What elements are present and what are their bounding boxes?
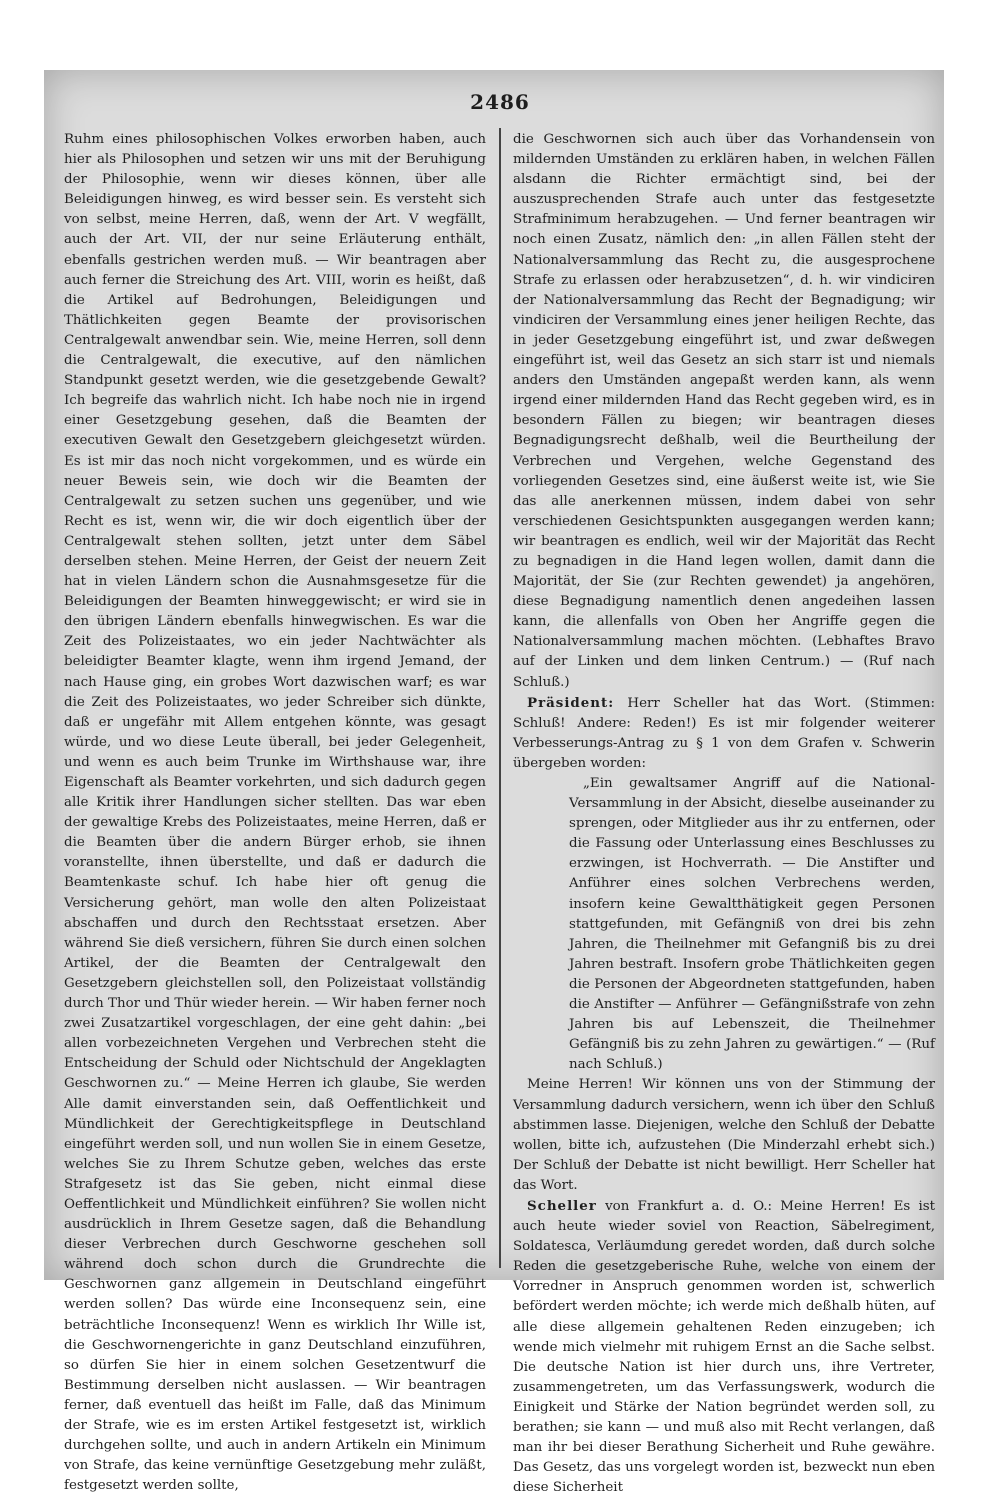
column-divider — [499, 128, 501, 1268]
right-paragraph-continuation: die Geschwornen sich auch über das Vorhandensein von mildernden Umständen zu erklären haben, in welchen Fällen alsdann die Richter ermächtigt sind, bei der auszusprechenden Strafe auch unter das festgesetzte Strafminimum herabzugehen. — Und ferner beantragen wir noch einen Zusatz, nämlich den: „in allen Fällen steht der Nationalversammlung das Recht zu, die ausgesprochene Strafe zu erlassen oder herabzusetzen“, d. h. wir vindiciren der Nationalversammlung das Recht der Begnadigung; wir vindiciren der Versammlung eines jener heiligen Rechte, das in jeder Gesetzgebung eingeführt ist, und zwar deßwegen eingeführt ist, weil das Gesetz an sich starr ist und niemals anders den Umständen angepaßt werden kann, als wenn irgend einer mildernden Hand das Recht gegeben wird, es in besondern Fällen zu biegen; wir beantragen dieses Begnadigungsrecht deßhalb, weil die Beurtheilung der Verbrechen und Vergehen, welche Gegenstand des vorliegenden Gesetzes sind, eine äußerst weite ist, wie Sie das alle anerkennen müssen, indem dabei von sehr verschiedenen Gesichtspunkten ausgegangen werden kann; wir beantragen es endlich, weil wir der Majorität das Recht zu begnadigen in die Hand legen wollen, damit dann die Majorität, der Sie (zur Rechten gewendet) ja angehören, diese Begnadigung namentlich denen angedeihen lassen kann, die allenfalls von Oben her Angriffe gegen die Nationalversammlung machen möchten. (Lebhaftes Bravo auf der Linken und dem linken Centrum.) — (Ruf nach Schluß.) — [513, 132, 935, 690]
left-paragraph: Ruhm eines philosophischen Volkes erworben haben, auch hier als Philosophen und setzen wir uns mit der Beruhigung der Philosophie, wenn wir dieses können, über alle Beleidigungen hinweg, es wird besser sein. Es versteht sich von selbst, meine Herren, daß, wenn der Art. V wegfällt, auch der Art. VII, der nur seine Erläuterung enthält, ebenfalls gestrichen werden muß. — Wir beantragen aber auch ferner die Streichung des Art. VIII, worin es heißt, daß die Artikel auf Bedrohungen, Beleidigungen und Thätlichkeiten gegen Beamte der provisorischen Centralgewalt anwendbar sein. Wie, meine Herren, soll denn die Centralgewalt, die executive, auf den nämlichen Standpunkt gesetzt werden, wie die gesetzgebende Gewalt? Ich begreife das wahrlich nicht. Ich habe noch nie in irgend einer Gesetzgebung gesehen, daß die Beamten der executiven Gewalt den Gesetzgebern gleichgesetzt würden. Es ist mir das noch nicht vorgekommen, und es würde ein neuer Beweis sein, wie doch wir die Beamten der Centralgewalt zu setzen suchen uns gegenüber, und wie Recht es ist, wenn wir, die wir doch eigentlich über der Centralgewalt stehen sollten, jetzt unter dem Säbel derselben stehen. Meine Herren, der Geist der neuern Zeit hat in vielen Ländern schon die Ausnahmsgesetze für die Beleidigungen der Beamten hinweggewischt; er wird sie in den übrigen Ländern ebenfalls hinwegwischen. Es war die Zeit des Polizeistaates, wo ein jeder Nachtwächter als beleidigter Beamter klagte, wenn ihm irgend Jemand, der nach Hause ging, ein grobes Wort dazwischen warf; es war die Zeit des Polizeistaates, wo jeder Schreiber sich dünkte, daß er ungefähr mit Allem entgehen könnte, was gesagt würde, und wo diese Leute überall, bei jeder Gelegenheit, und wenn es auch beim Trunke im Wirthshause war, ihre Eigenschaft als Beamter vorkehrten, und sich dadurch gegen alle Kritik ihrer Handlungen sicher stellten. Das war eben der gewaltige Krebs des Polizeistaates, meine Herren, daß er die Beamten über die andern Bürger erhob, sie ihnen voranstellte, ihnen überstellte, und daß er dadurch die Beamtenkaste schuf. Ich habe hier oft genug die Versicherung gehört, man wolle den alten Polizeistaat abschaffen und durch den Rechtsstaat ersetzen. Aber während Sie dieß versichern, führen Sie durch einen solchen Artikel, der die Beamten der Centralgewalt den Gesetzgebern gleichstellen soll, den Polizeistaat vollständig durch Thor und Thür wieder herein. — Wir haben ferner noch zwei Zusatzartikel vorgeschlagen, der eine geht dahin: „bei allen vorbezeichneten Vergehen und Verbrechen steht die Entscheidung der Schuld oder Nichtschuld der Angeklagten Geschwornen zu.“ — Meine Herren ich glaube, Sie werden Alle damit einverstanden sein, daß Oeffentlichkeit und Mündlichkeit der Gerechtigkeitspflege in Deutschland eingeführt werden soll, und nun wollen Sie in einem Gesetze, welches Sie zu Ihrem Schutze geben, welches das erste Strafgesetz ist das Sie geben, nicht einmal diese Oeffentlichkeit und Mündlichkeit einführen? Sie wollen nicht ausdrücklich in Ihrem Gesetze sagen, daß die Behandlung dieser Verbrechen durch Geschworne geschehen soll während doch schon durch die Grundrechte die Geschwornen ganz allgemein in Deutschland eingeführt werden sollen? Das würde eine Inconsequenz sein, eine beträchtliche Inconsequenz! Wenn es wirklich Ihr Wille ist, die Geschwornengerichte in ganz Deutschland einzuführen, so dürfen Sie hier in einem solchen Gesetzentwurf die Bestimmung derselben nicht auslassen. — Wir beantragen ferner, daß eventuell das heißt im Falle, daß das Minimum der Strafe, wie es im ersten Artikel festgesetzt ist, wirklich durchgehen sollte, und auch in andern Artikeln ein Minimum von Strafe, das keine vernünftige Gesetzgebung mehr zuläßt, festgesetzt werden sollte, — [64, 132, 486, 1494]
left-column — [64, 130, 486, 1494]
speaker-scheller: Scheller — [527, 1197, 597, 1214]
speaker-president: Präsident: — [527, 694, 615, 711]
president-vote-paragraph: Meine Herren! Wir können uns von der Stimmung der Versammlung dadurch versichern, wenn ich über den Schluß abstimmen lasse. Diejenigen, welche den Schluß der Debatte wollen, bitte ich, aufzustehen (Die Minderzahl erhebt sich.) Der Schluß der Debatte ist nicht bewilligt. Herr Scheller hat das Wort. — [513, 1077, 935, 1193]
president-text: Herr Scheller hat das Wort. (Stimmen: Schluß! Andere: Reden!) Es ist mir folgender weiterer Verbesserungs-Antrag zu § 1 von dem Grafen v. Schwerin übergeben worden: — [513, 695, 935, 771]
scheller-text: von Frankfurt a. d. O.: Meine Herren! Es ist auch heute wieder soviel von Reaction, Säbelregiment, Soldatesca, Verläumdung geredet worden, daß durch solche Reden die gesetzgeberische Ruhe, welche von einem der Vorredner in Anspruch genommen worden ist, schwerlich befördert werden möchte; ich werde mich deßhalb hüten, auf alle diese allgemein gehaltenen Reden einzugeben; ich wende mich vielmehr mit ruhigem Ernst an die Sache selbst. Die deutsche Nation ist hier durch uns, ihre Vertreter, zusammengetreten, um das Verfassungswerk, wodurch die Einigkeit und Stärke der Nation begründet werden soll, zu berathen; sie kann — und muß also mit Recht verlangen, daß man ihr bei dieser Berathung Sicherheit und Ruhe gewähre. Das Gesetz, das uns vorgelegt worden ist, bezweckt nun eben diese Sicherheit — [513, 1198, 935, 1496]
president-paragraph — [513, 693, 935, 774]
scheller-paragraph — [513, 1196, 935, 1498]
right-column — [513, 130, 935, 1496]
amendment-quote: „Ein gewaltsamer Angriff auf die National-Versammlung in der Absicht, dieselbe auseinander zu sprengen, oder Mitglieder aus ihr zu entfernen, oder die Fassung oder Unterlassung eines Beschlusses zu erzwingen, ist Hochverrath. — Die Anstifter und Anführer eines solchen Verbrechens werden, insofern keine Gewaltthätigkeit gegen Personen stattgefunden, mit Gefängniß von drei bis zehn Jahren, die Theilnehmer mit Gefangniß bis zu drei Jahren bestraft. Insofern grobe Thätlichkeiten gegen die Personen der Abgeordneten stattgefunden, haben die Anstifter — Anführer — Gefängnißstrafe von zehn Jahren bis auf Lebenszeit, die Theilnehmer Gefängniß bis zu zehn Jahren zu gewärtigen.“ — (Ruf nach Schluß.) — [569, 776, 935, 1073]
page-number: 2486 — [470, 90, 530, 114]
